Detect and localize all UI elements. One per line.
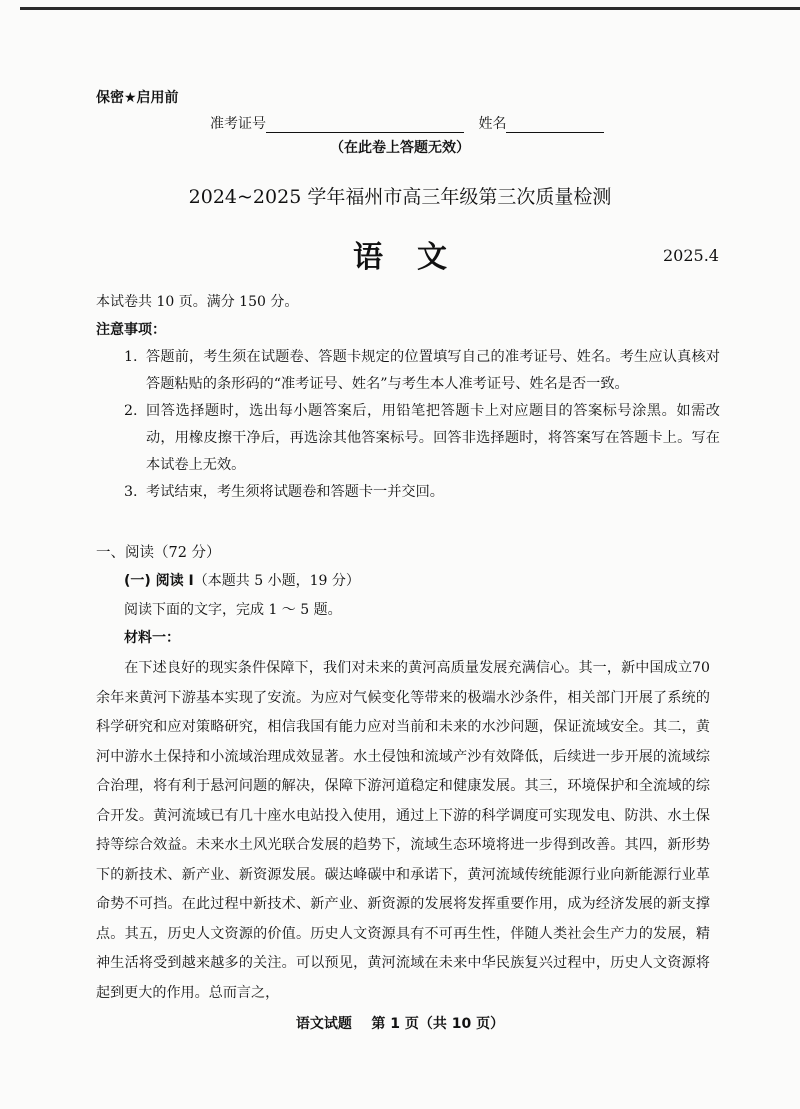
note-item bbox=[124, 344, 720, 398]
reading-instruction: 阅读下面的文字，完成 1 ～ 5 题。 bbox=[124, 602, 342, 618]
note-item bbox=[124, 479, 720, 506]
note-number: 2. bbox=[124, 403, 138, 419]
subsection-label: (一) 阅读 I bbox=[124, 573, 194, 589]
note-number: 3. bbox=[124, 484, 138, 500]
confidential-label: 保密★启用前 bbox=[96, 90, 179, 106]
notes-list bbox=[124, 344, 720, 506]
note-text: 考试结束，考生须将试题卷和答题卡一并交回。 bbox=[146, 484, 444, 500]
note-text: 答题前，考生须在试题卷、答题卡规定的位置填写自己的准考证号、姓名。考生应认真核对答题粘贴的条形码的“准考证号、姓名”与考生本人准考证号、姓名是否一致。 bbox=[146, 349, 720, 392]
subject-title: 语文 bbox=[353, 240, 481, 275]
section-heading: 一、阅读（72 分） bbox=[96, 545, 221, 561]
exam-intro: 本试卷共 10 页。满分 150 分。 bbox=[96, 294, 299, 310]
exam-id-blank bbox=[266, 117, 464, 133]
exam-id-label: 准考证号 bbox=[210, 116, 266, 132]
note-text: 回答选择题时，选出每小题答案后，用铅笔把答题卡上对应题目的答案标号涂黑。如需改动，用橡皮擦干净后，再选涂其他答案标号。回答非选择题时，将答案写在答题卡上。写在本试卷上无效。 bbox=[146, 403, 720, 473]
page-footer: 语文试题 第 1 页（共 10 页） bbox=[295, 1016, 505, 1032]
top-rule bbox=[20, 7, 800, 10]
exam-date: 2025.4 bbox=[663, 246, 719, 265]
exam-title: 2024~2025 学年福州市高三年级第三次质量检测 bbox=[188, 186, 612, 208]
notes-heading: 注意事项： bbox=[96, 322, 166, 338]
name-blank bbox=[506, 117, 604, 133]
subsection-heading bbox=[124, 570, 360, 590]
note-item bbox=[124, 398, 720, 479]
candidate-info-line bbox=[210, 113, 604, 133]
material-body: 在下述良好的现实条件保障下，我们对未来的黄河高质量发展充满信心。其一，新中国成立70余年来黄河下游基本实现了安流。为应对气候变化等带来的极端水沙条件，相关部门开展了系统的科学研究和应对策略研究，相信我国有能力应对当前和未来的水沙问题，保证流域安全。其二，黄河中游水土保持和小流域治理成效显著。水土侵蚀和流域产沙有效降低，后续进一步开展的流域综合治理，将有利于悬河问题的解决，保障下游河道稳定和健康发展。其三，环境保护和全流域的综合开发。黄河流域已有几十座水电站投入使用，通过上下游的科学调度可实现发电、防洪、水土保持等综合效益。未来水土风光联合发展的趋势下，流域生态环境将进一步得到改善。其四，新形势下的新技术、新产业、新资源发展。碳达峰碳中和承诺下，黄河流域传统能源行业向新能源行业革命势不可挡。在此过程中新技术、新产业、新资源的发展将发挥重要作用，成为经济发展的新支撑点。其五，历史人文资源的价值。历史人文资源具有不可再生性，伴随人类社会生产力的发展，精神生活将受到越来越多的关注。可以预见，黄河流域在未来中华民族复兴过程中，历史人文资源将起到更大的作用。总而言之， bbox=[96, 660, 710, 1001]
subsection-detail: （本题共 5 小题，19 分） bbox=[193, 573, 360, 589]
name-label: 姓名 bbox=[478, 116, 507, 132]
material-heading: 材料一： bbox=[124, 630, 180, 646]
note-number: 1. bbox=[124, 349, 138, 365]
invalid-answer-notice: （在此卷上答题无效） bbox=[330, 140, 470, 156]
